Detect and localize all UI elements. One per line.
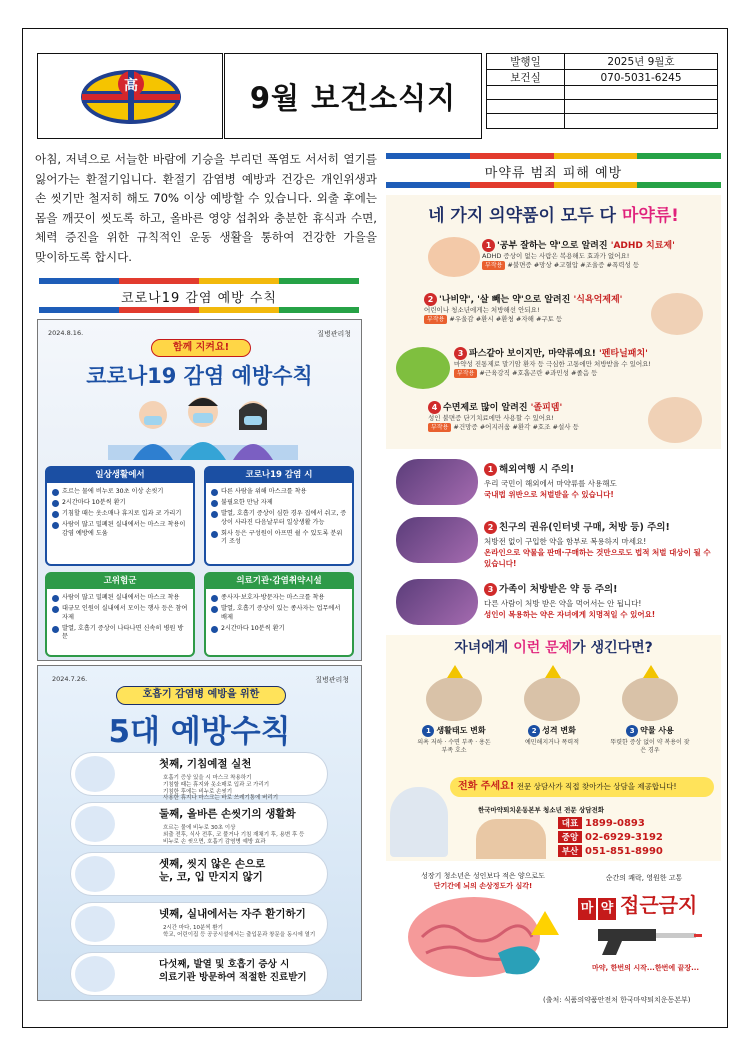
- ban-title: 마 약 접근금지: [578, 889, 718, 920]
- travel-icon: [396, 459, 478, 505]
- syringe-gun-icon: [594, 925, 704, 957]
- sleepless-man-icon: [648, 397, 702, 443]
- step-body: 호흡기 증상 있을 시 마스크 착용하기 기침할 때는 휴지와 옷소매로 입과 코 가리기 기침한 후에는 비누로 손씻기 사용한 휴지나 마스크는 바로 쓰레기통에 버리기: [163, 775, 279, 802]
- poster-org: 질병관리청: [315, 676, 349, 684]
- list-item: 불필요한 만남 자제: [211, 499, 348, 508]
- child-signs-section: [386, 635, 721, 861]
- list-item: 대규모 인원이 실내에서 모이는 행사 등은 참여 자제: [52, 605, 189, 622]
- table-row: [487, 114, 718, 128]
- list-item: 발열, 호흡기 증상이 나타나면 신속히 병원 방문: [52, 625, 189, 642]
- covid-card-high-risk: [45, 572, 195, 657]
- list-item: 2시간마다 10분씩 환기: [52, 499, 189, 508]
- warning-face-icon: [524, 677, 580, 721]
- table-row: 발행일 2025년 9월호: [487, 54, 718, 70]
- poster-ribbon: 함께 지켜요!: [151, 339, 251, 357]
- warning-item: 3 가족이 처방받은 약 등 주의! 다른 사람이 처방 받은 약을 먹어서는 안 됩니다! 성인이 복용하는 약은 자녀에게 치명적일 수 있어요!: [392, 577, 717, 629]
- issue-info-table: [486, 53, 718, 129]
- ban-slogan: 마약, 한번의 시작...한번에 끝장...: [592, 964, 700, 972]
- school-emblem-icon: [38, 54, 224, 140]
- child-sign-item: 3 약물 사용 뚜렷한 증상 없이 약 복용이 잦은 경우: [610, 677, 690, 755]
- warning-item: 2 친구의 권유(인터넷 구매, 처방 등) 주의! 처방전 없이 구입한 약을 함부로 복용하지 마세요! 온라인으로 약물을 판매·구매하는 것만으로도 법적 처벌 대상이 될 수 있습니다!: [392, 515, 717, 567]
- prevention-step: [70, 902, 328, 946]
- step-body: 흐르는 물에 비누로 30초 이상 외출 전후, 식사 전후, 코 풀거나 기침 재채기 후, 용변 후 등 비누로 손 씻으면, 호흡기 감염병 예방 효과: [163, 825, 305, 845]
- table-row: 보건실 070-5031-6245: [487, 70, 718, 86]
- card-heading: 고위험군: [47, 574, 193, 589]
- list-item: 발열, 호흡기 증상이 있는 종사자는 업무에서 배제: [211, 605, 348, 622]
- list-item: 기침할 때는 옷소매나 휴지로 입과 코 가리기: [52, 510, 189, 519]
- brain-text: 성장기 청소년은 성인보다 적은 양으로도 단기간에 뇌의 손상정도가 심각!: [421, 872, 545, 890]
- list-item: 사람이 많고 밀폐된 실내에서는 마스크 착용: [52, 594, 189, 603]
- family-pill-icon: [396, 579, 478, 625]
- step-body: 2시간 마다, 10분씩 환기 학교, 어린이집 등 공공시설에서는 출입문과 창문을 동시에 열기: [163, 925, 316, 938]
- header: [34, 50, 718, 146]
- prevention-step: [70, 852, 328, 896]
- doctor-icon: [75, 956, 115, 992]
- prevention-step: [70, 802, 328, 846]
- list-item: 2시간마다 10분씩 환기: [211, 625, 348, 634]
- card-heading: 일상생활에서: [47, 468, 193, 483]
- drug-types-poster: [386, 195, 721, 449]
- window-icon: [75, 906, 115, 942]
- source-credit: (출처: 식품의약품안전처 한국마약퇴치운동본부): [543, 996, 691, 1004]
- list-item: 발열, 호흡기 증상이 심한 경우 집에서 쉬고, 증상이 사라진 다음날부터 일상생활 가능: [211, 510, 348, 527]
- brain-ban-section: [386, 863, 721, 987]
- newsletter-title: 9월 보건소식지: [224, 53, 482, 139]
- list-item: 다른 사람을 위해 마스크를 착용: [211, 488, 348, 497]
- poster-ribbon: 호흡기 감염병 예방을 위한: [116, 686, 286, 705]
- warning-icon: [531, 911, 559, 935]
- child-signs-title: 자녀에게 이런 문제가 생긴다면?: [454, 640, 653, 656]
- poster-org: 질병관리청: [317, 330, 351, 338]
- prevention-step: [70, 752, 328, 802]
- poster-title: 5대 예방수칙: [108, 714, 291, 750]
- drug-item: 4 수면제로 많이 알려진 '졸피뎀' 성인 불면증 단기치료에만 사용할 수 있어요! 부작용 #건망증 #어지러움 #환각 #호조 #설사 등: [428, 403, 579, 431]
- list-item: 흐르는 물에 비누로 30초 이상 손씻기: [52, 488, 189, 497]
- student-icon: [428, 237, 480, 277]
- brain-icon: [402, 893, 562, 985]
- color-strip: [39, 307, 359, 313]
- warning-item: 1 해외여행 시 주의! 우리 국민이 해외에서 마약류를 사용해도 국내법 위반으로 처벌받을 수 있습니다!: [392, 457, 717, 509]
- face-touch-icon: [75, 856, 115, 892]
- phone-row: 중앙 02-6929-3192: [558, 831, 663, 843]
- step-title: 첫째, 기침예절 실천: [159, 758, 252, 770]
- color-strip: [39, 278, 359, 284]
- drug-section-title: 마약류 범죄 피해 예방: [484, 166, 623, 181]
- cough-person-icon: [75, 756, 115, 792]
- hand-washing-icon: [75, 806, 115, 842]
- list-item: 회사 등은 구성원이 아프면 쉴 수 있도록 분위기 조성: [211, 530, 348, 547]
- color-strip: [386, 182, 721, 188]
- friend-offer-icon: [396, 517, 478, 563]
- table-row: [487, 86, 718, 100]
- people-masks-icon: [108, 390, 298, 460]
- intro-paragraph: 아침, 저녁으로 서늘한 바람에 기승을 부리던 폭염도 서서히 열기를 잃어가는 환절기입니다. 환절기 감염병 예방과 건강은 개인위생과 손 씻기만 철저히 해도 70% 이상 예방할 수 있습니다. 외출 후에는 몸을 깨끗이 씻도록 하고, 올바른 영양 섭취와 충분한 휴식과 수면, 체력 증진을 위한 규칙적인 운동 생활을 통하여 건강한 가을을 맞이하도록 합시다.: [35, 152, 377, 264]
- step-title: 셋째, 씻지 않은 손으로 눈, 코, 입 만지지 않기: [159, 858, 266, 883]
- covid-section-title: 코로나19 감염 예방 수칙: [121, 291, 277, 306]
- respiratory-prevention-poster: [37, 665, 362, 1001]
- counselor-icon: [390, 787, 448, 857]
- child-sign-item: 1 생활태도 변화 의욕 저하 · 수면 부족 · 용돈 부족 호소: [414, 677, 494, 755]
- color-strip: [386, 153, 721, 159]
- table-row: [487, 100, 718, 114]
- covid-card-infected: [204, 466, 354, 566]
- poster-date: 2024.8.16.: [48, 329, 84, 337]
- child-sign-item: 2 성격 변화 예민해지거나 폭력적: [512, 677, 592, 747]
- phone-row: 부산 051-851-8990: [558, 845, 663, 857]
- center-name: 한국마약퇴치운동본부 청소년 전문 상담전화: [478, 806, 605, 814]
- warning-face-icon: [622, 677, 678, 721]
- school-logo-box: [37, 53, 223, 139]
- drug-warnings: [386, 453, 721, 633]
- poster-date: 2024.7.26.: [52, 675, 88, 683]
- poster-title: 네 가지 의약품이 모두 다 마약류!: [428, 206, 679, 226]
- step-title: 넷째, 실내에서는 자주 환기하기: [159, 908, 306, 920]
- drug-item: 3 파스같아 보이지만, 마약류예요! '펜타닐패치' 마약성 진통제로 말기암 환자 등 극심한 고통에만 처방받을 수 있어요! 부작용 #근육강직 #호흡곤란 #과민성 #졸음 등: [454, 349, 652, 377]
- covid-card-daily: [45, 466, 195, 566]
- germ-patch-icon: [396, 347, 450, 389]
- newsletter-page: [22, 28, 728, 1028]
- ban-top-text: 순간의 쾌락, 영원한 고통: [605, 874, 683, 882]
- logo-text: 高: [124, 78, 138, 94]
- covid-prevention-poster: [37, 319, 362, 661]
- phone-row: 대표 1899-0893: [558, 817, 645, 829]
- drug-item: 1 '공부 잘하는 약'으로 알려진 'ADHD 치료제' ADHD 증상이 없는 사람은 복용해도 효과가 없어요! 부작용 #불면증 #망상 #고혈압 #조울증 #폭력성 등: [482, 241, 675, 269]
- card-heading: 코로나19 감염 시: [206, 468, 352, 483]
- step-title: 다섯째, 발열 및 호흡기 증상 시 의료기관 방문하여 적절한 진료받기: [159, 959, 307, 983]
- step-title: 둘째, 올바른 손씻기의 생활화: [159, 808, 296, 820]
- poster-title: 코로나19 감염 예방수칙: [86, 364, 313, 388]
- card-heading: 의료기관·감염취약시설: [206, 574, 352, 589]
- warning-face-icon: [426, 677, 482, 721]
- list-item: 종사자·보호자·방문자는 마스크를 착용: [211, 594, 348, 603]
- dieting-girl-icon: [651, 293, 703, 335]
- covid-card-facilities: [204, 572, 354, 657]
- prevention-step: [70, 952, 328, 996]
- call-banner: 전화 주세요! 전문 상담사가 직접 찾아가는 상담을 제공합니다!: [450, 777, 714, 797]
- children-icon: [476, 819, 546, 859]
- drug-item: 2 '나비약', '살 빼는 약'으로 알려진 '식욕억제제' 어린이나 청소년에게는 처방해선 안되요! 부작용 #우울감 #환시 #환청 #자해 #구토 등: [424, 295, 623, 323]
- list-item: 사람이 많고 밀폐된 실내에서는 마스크 착용이 감염 예방에 도움: [52, 521, 189, 538]
